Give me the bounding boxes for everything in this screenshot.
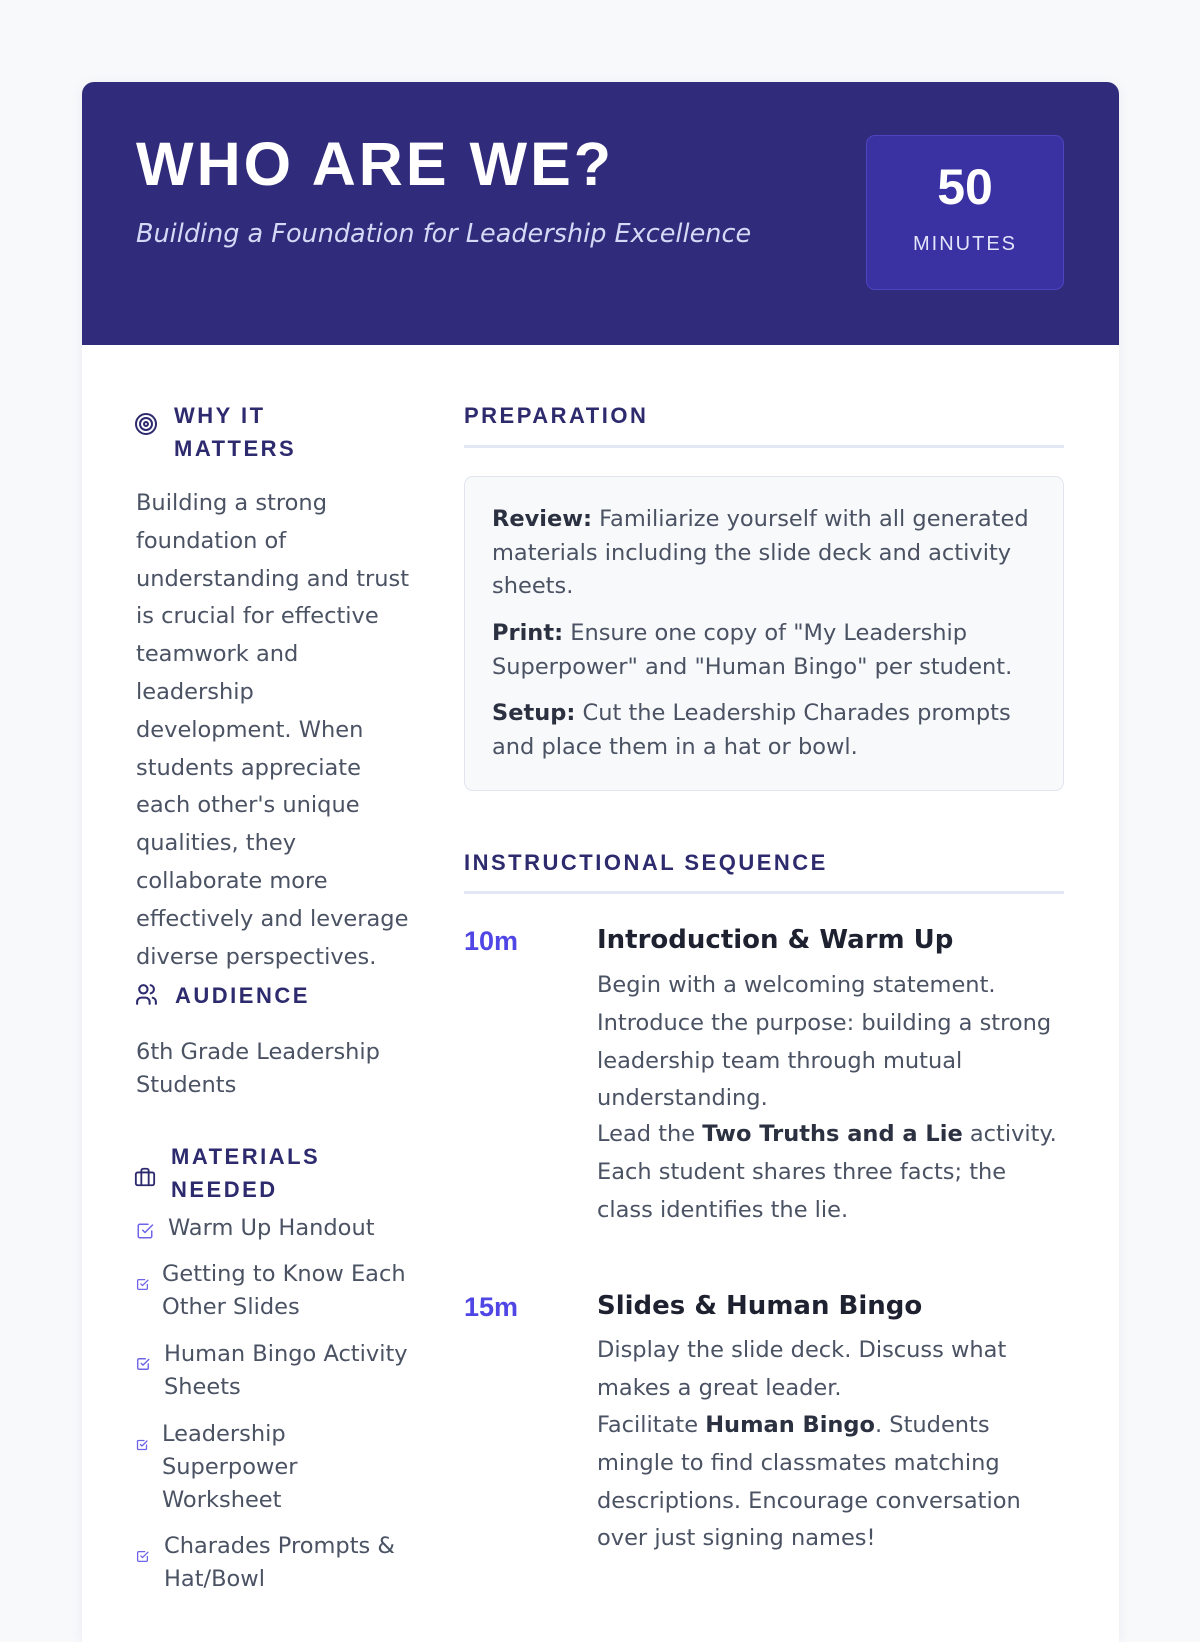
lesson-subtitle: Building a Foundation for Leadership Excellence: [136, 219, 752, 249]
step-title: Introduction & Warm Up: [597, 925, 954, 955]
step-description: Begin with a welcoming statement. Introduce the purpose: building a strong leadership team through mutual understanding.: [597, 972, 1052, 1112]
prep-print-text: Ensure one copy of "My Leadership Superpower" and "Human Bingo" per student.: [492, 620, 1013, 680]
check-icon: [136, 1428, 148, 1461]
prep-review-label: Review:: [492, 506, 593, 532]
audience-heading: AUDIENCE: [175, 983, 310, 1008]
sequence-divider: [464, 891, 1064, 894]
step-title: Slides & Human Bingo: [597, 1291, 923, 1321]
check-icon: [136, 1217, 154, 1250]
activity-name: Two Truths and a Lie: [702, 1121, 963, 1147]
prep-review-text: Familiarize yourself with all generated materials including the slide deck and activity sheets.: [492, 506, 1029, 599]
duration-badge: [866, 135, 1064, 290]
duration-unit: MINUTES: [913, 233, 1017, 255]
step-activity: Lead the Two Truths and a Lie activity. Each student shares three facts; the class identifies the lie.: [597, 1121, 1057, 1223]
prep-print: [492, 617, 1042, 684]
preparation-box: [464, 476, 1064, 791]
materials-heading: MATERIALS NEEDED: [171, 1144, 321, 1202]
material-label: Leadership Superpower Worksheet: [162, 1421, 298, 1513]
duration-value: 50: [937, 159, 993, 215]
lesson-title: WHO ARE WE?: [136, 130, 615, 198]
check-icon: [136, 1268, 149, 1301]
lesson-card: [82, 82, 1119, 1642]
material-label: Warm Up Handout: [168, 1215, 375, 1241]
activity-name: Human Bingo: [705, 1412, 875, 1438]
check-icon: [136, 1348, 150, 1381]
prep-setup: [492, 697, 1042, 764]
preparation-heading: PREPARATION: [464, 403, 649, 428]
prep-review: [492, 503, 1042, 604]
target-icon: [134, 412, 158, 440]
step-activity: Facilitate Human Bingo. Students mingle to find classmates matching descriptions. Encourage conversation over just signing names!: [597, 1412, 1021, 1552]
why-it-matters-text: Building a strong foundation of understanding and trust is crucial for effective teamwork and leadership development. When students appreciate each other's unique qualities, they collaborate more effectively and leverage diverse perspectives.: [136, 490, 410, 970]
preparation-divider: [464, 445, 1064, 448]
prep-setup-label: Setup:: [492, 700, 576, 726]
material-label: Human Bingo Activity Sheets: [164, 1341, 408, 1400]
lesson-header: [82, 82, 1119, 345]
step-description: Display the slide deck. Discuss what makes a great leader.: [597, 1337, 1007, 1401]
why-it-matters-heading: WHY IT MATTERS: [174, 403, 297, 461]
material-label: Charades Prompts & Hat/Bowl: [164, 1533, 395, 1592]
briefcase-icon: [134, 1166, 156, 1192]
step-duration: 15m: [464, 1292, 519, 1322]
users-icon: [134, 982, 159, 1011]
sequence-heading: INSTRUCTIONAL SEQUENCE: [464, 850, 828, 875]
prep-setup-text: Cut the Leadership Charades prompts and place them in a hat or bowl.: [492, 700, 1011, 760]
material-label: Getting to Know Each Other Slides: [162, 1261, 406, 1320]
prep-print-label: Print:: [492, 620, 564, 646]
check-icon: [136, 1540, 149, 1573]
step-duration: 10m: [464, 926, 519, 956]
audience-text: 6th Grade Leadership Students: [136, 1039, 380, 1098]
